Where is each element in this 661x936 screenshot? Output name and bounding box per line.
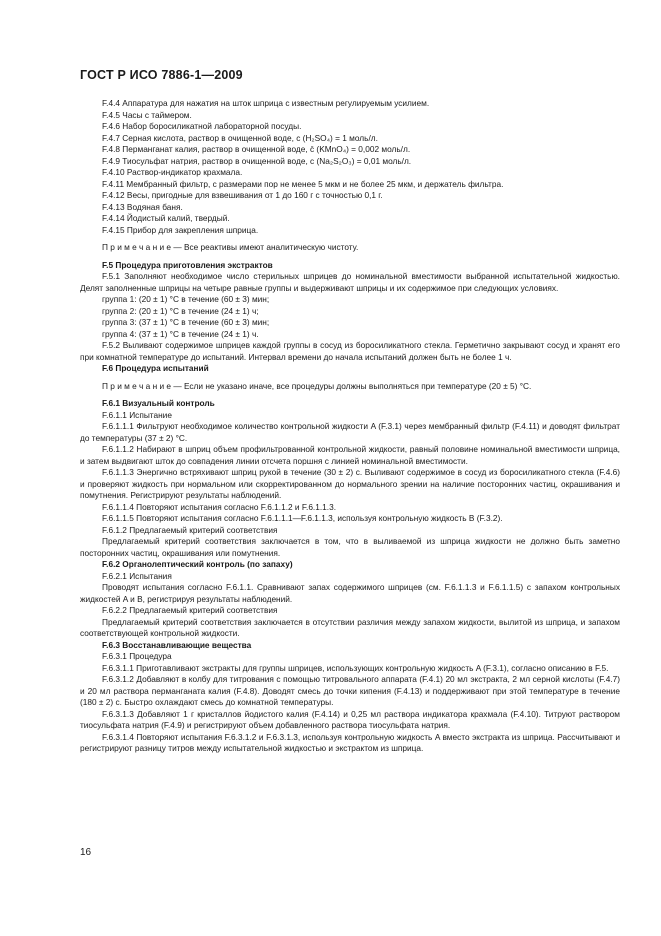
paragraph: F.6.3.1.3 Добавляют 1 г кристаллов йодистого калия (F.4.14) и 0,25 мл раствора индикатора крахмала (F.4.10). Титруют раствором тиосульфата натрия (F.4.9) и регистрируют объем добавленного раствора тиосульфата натрия. [80, 708, 620, 730]
paragraph: F.6.1.1.3 Энергично встряхивают шприц рукой в течение (30 ± 2) с. Выливают содержимое в сосуд из боросиликатного стекла (F.4.6) и проверяют жидкость при нормальном или скорректированном до нормального зрении на наличие посторонних частиц, окрашивания и помутнения. Регистрируют результаты наблюдений. [80, 467, 620, 500]
list-item: F.4.12 Весы, пригодные для взвешивания от 1 до 160 г с точностью 0,1 г. [102, 190, 383, 200]
list-item: F.4.11 Мембранный фильтр, с размерами пор не менее 5 мкм и не более 25 мкм, и держатель фильтра. [102, 178, 504, 189]
list-item: F.4.15 Прибор для закрепления шприца. [102, 224, 259, 235]
list-item: F.4.5 Часы с таймером. [102, 109, 192, 120]
group-item: группа 1: (20 ± 1) °С в течение (60 ± 3) мин; [102, 294, 270, 304]
section-heading-f5: F.5 Процедура приготовления экстрактов [102, 259, 273, 270]
paragraph: F.6.1.1.1 Фильтруют необходимое количество контрольной жидкости A (F.3.1) через мембранный фильтр (F.4.11) и доводят фильтрат до температуры (37 ± 2) °С. [80, 421, 620, 443]
group-item: группа 2: (20 ± 1) °С в течение (24 ± 1) ч; [102, 305, 259, 316]
list-item: F.4.9 Тиосульфат натрия, раствор в очищенной воде, c (Na₂S₂O₃) = 0,01 моль/л. [102, 155, 412, 166]
list-item: F.4.10 Раствор-индикатор крахмала. [102, 167, 243, 177]
list-item: F.4.13 Водяная баня. [102, 201, 183, 212]
paragraph: F.6.3.1.4 Повторяют испытания F.6.3.1.2 и F.6.3.1.3, используя контрольную жидкость A вместо экстракта из шприца. Рассчитывают и регистрируют разницу титров между испытательной жидкостью и экстрактом из шприца. [80, 731, 620, 753]
document-body [80, 98, 620, 755]
section-heading-f63: F.6.3 Восстанавливающие вещества [102, 639, 252, 650]
note-temperature: П р и м е ч а н и е — Если не указано иначе, все процедуры должны выполняться при температуре (20 ± 5) °С. [102, 380, 532, 391]
paragraph: F.6.2.1 Испытания [102, 570, 172, 581]
list-item: F.4.4 Аппаратура для нажатия на шток шприца с известным регулируемым усилием. [102, 98, 430, 108]
page-header-title: ГОСТ Р ИСО 7886-1—2009 [80, 68, 243, 82]
paragraph: Проводят испытания согласно F.6.1.1. Сравнивают запах содержимого шприцев (см. F.6.1.1.3 и F.6.1.1.5) с запахом контрольных жидкостей A и B, регистрируя результаты наблюдений. [80, 582, 620, 604]
paragraph: F.6.1.1 Испытание [102, 409, 172, 420]
list-item: F.4.14 Йодистый калий, твердый. [102, 213, 230, 223]
paragraph: F.5.2 Выливают содержимое шприцев каждой группы в сосуд из боросиликатного стекла. Герметично закрывают сосуд и хранят его при комнатной температуре до испытаний. Интервал времени до начала испытаний должен быть не более 1 ч. [80, 340, 620, 362]
section-heading-f62: F.6.2 Органолептический контроль (по запаху) [102, 559, 293, 569]
section-heading-f6: F.6 Процедура испытаний [102, 363, 209, 373]
paragraph: F.6.3.1.2 Добавляют в колбу для титрования с помощью титровального аппарата (F.4.1) 20 мл экстракта, 2 мл серной кислоты (F.4.7) и 20 мл раствора перманганата калия (F.4.8). Доводят смесь до точки кипения (F.4.13) и поддерживают при этой температуре в течение (180 ± 2) с. Быстро охлаждают смесь до комнатной температуры. [80, 674, 620, 707]
paragraph: F.6.1.2 Предлагаемый критерий соответствия [102, 524, 278, 535]
paragraph: F.6.3.1 Процедура [102, 651, 172, 661]
group-item: группа 3: (37 ± 1) °С в течение (60 ± 3) мин; [102, 317, 270, 327]
paragraph: F.6.1.1.2 Набирают в шприц объем профильтрованной контрольной жидкости, равный половине номинальной вместимости шприца, и затем выдвигают шток до совпадения линии отсчета поршня с линией номинальной вместимости. [80, 444, 620, 466]
section-heading-f61: F.6.1 Визуальный контроль [102, 398, 215, 408]
paragraph: Предлагаемый критерий соответствия заключается в том, что в выливаемой из шприца жидкости не должно быть заметно посторонних частиц, окрашивания или помутнения. [80, 536, 620, 558]
paragraph: F.6.3.1.1 Приготавливают экстракты для группы шприцев, использующих контрольную жидкость A (F.3.1), согласно описанию в F.5. [102, 662, 609, 673]
paragraph: F.6.1.1.4 Повторяют испытания согласно F.6.1.1.2 и F.6.1.1.3. [102, 501, 336, 512]
page-number: 16 [80, 847, 92, 858]
group-item: группа 4: (37 ± 1) °С в течение (24 ± 1) ч. [102, 328, 259, 339]
paragraph: Предлагаемый критерий соответствия заключается в отсутствии различия между запахом жидкости, вылитой из шприца, и запахом соответствующей контрольной жидкости. [80, 616, 620, 638]
note-reagents: П р и м е ч а н и е — Все реактивы имеют аналитическую чистоту. [102, 242, 359, 252]
list-item: F.4.7 Серная кислота, раствор в очищенной воде, c (H₂SO₄) = 1 моль/л. [102, 132, 378, 143]
paragraph: F.6.1.1.5 Повторяют испытания согласно F.6.1.1.1—F.6.1.1.3, используя контрольную жидкость B (F.3.2). [102, 513, 503, 523]
paragraph: F.5.1 Заполняют необходимое число стерильных шприцев до номинальной вместимости выбранной испытательной жидкостью. Делят заполненные шприцы на четыре равные группы и выдерживают шприцы и их содержимое при следующих условиях. [80, 271, 620, 293]
list-item: F.4.6 Набор боросиликатной лабораторной посуды. [102, 121, 302, 131]
paragraph: F.6.2.2 Предлагаемый критерий соответствия [102, 605, 278, 615]
list-item: F.4.8 Перманганат калия, раствор в очищенной воде, c̄ (KMnO₄) = 0,002 моль/л. [102, 144, 411, 154]
